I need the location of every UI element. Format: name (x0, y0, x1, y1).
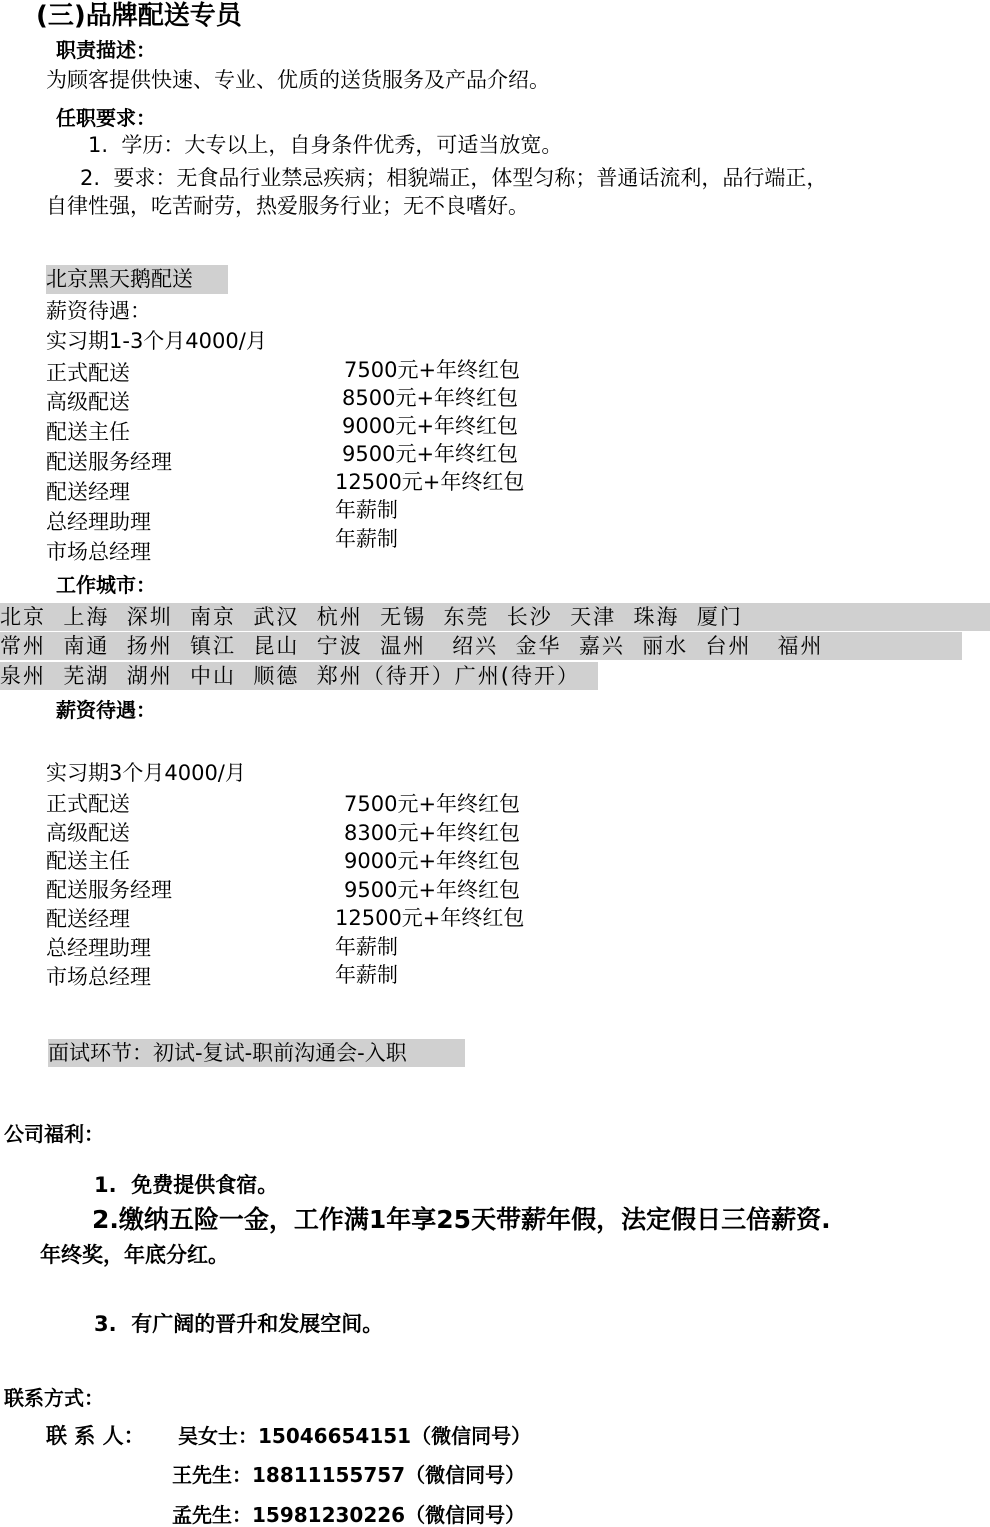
other-role: 正式配送 (46, 792, 130, 816)
benefit-item-3: 3. 有广阔的晋升和发展空间。 (94, 1312, 384, 1336)
contact-person: 吴女士：15046654151（微信同号） (178, 1424, 532, 1448)
cities-row-3: 泉州 芜湖 湖州 中山 顺德 郑州（待开）广州(待开） (0, 662, 598, 690)
other-role: 高级配送 (46, 821, 130, 845)
beijing-title: 北京黑天鹅配送 (46, 265, 228, 294)
beijing-pay: 年薪制 (335, 498, 398, 522)
beijing-pay: 年薪制 (335, 527, 398, 551)
contact-person: 王先生：18811155757（微信同号） (172, 1463, 526, 1487)
section-title: (三)品牌配送专员 (36, 1, 242, 31)
other-role: 总经理助理 (46, 936, 151, 960)
beijing-role: 总经理助理 (46, 510, 151, 534)
other-role: 配送主任 (46, 849, 130, 873)
beijing-intern: 实习期1-3个月4000/月 (46, 329, 267, 353)
requirement-item-2: 2. 要求：无食品行业禁忌疾病；相貌端正，体型匀称；普通话流利，品行端正， (80, 166, 828, 190)
cities-row-1: 北京 上海 深圳 南京 武汉 杭州 无锡 东莞 长沙 天津 珠海 厦门 (0, 603, 990, 631)
beijing-role: 正式配送 (46, 361, 130, 385)
requirements-label: 任职要求： (56, 106, 156, 130)
benefit-item-1: 1. 免费提供食宿。 (94, 1173, 279, 1197)
other-pay: 8300元+年终红包 (344, 821, 521, 845)
duty-text: 为顾客提供快速、专业、优质的送货服务及产品介绍。 (46, 68, 550, 92)
benefit-item-2: 2.缴纳五险一金，工作满1年享25天带薪年假，法定假日三倍薪资. (92, 1205, 831, 1234)
benefit-item-2-cont: 年终奖，年底分红。 (40, 1243, 229, 1267)
beijing-role: 市场总经理 (46, 540, 151, 564)
beijing-role: 配送经理 (46, 480, 130, 504)
duty-label: 职责描述： (56, 38, 156, 62)
interview-process: 面试环节：初试-复试-职前沟通会-入职 (48, 1039, 465, 1067)
beijing-pay: 9000元+年终红包 (342, 414, 519, 438)
beijing-role: 配送主任 (46, 420, 130, 444)
other-pay: 7500元+年终红包 (344, 792, 521, 816)
requirement-item-1: 1. 学历：大专以上，自身条件优秀，可适当放宽。 (88, 133, 563, 157)
other-role: 市场总经理 (46, 965, 151, 989)
requirement-item-2-cont: 自律性强，吃苦耐劳，热爱服务行业；无不良嗜好。 (46, 194, 529, 218)
cities-label: 工作城市： (56, 573, 156, 597)
other-pay: 年薪制 (335, 935, 398, 959)
other-role: 配送经理 (46, 907, 130, 931)
beijing-role: 配送服务经理 (46, 450, 172, 474)
other-intern: 实习期3个月4000/月 (46, 761, 246, 785)
beijing-salary-label: 薪资待遇： (46, 299, 151, 323)
beijing-pay: 7500元+年终红包 (344, 358, 521, 382)
other-role: 配送服务经理 (46, 878, 172, 902)
other-pay: 年薪制 (335, 963, 398, 987)
contact-person: 孟先生：15981230226（微信同号） (172, 1503, 526, 1527)
other-salary-label: 薪资待遇： (56, 698, 156, 722)
beijing-pay: 8500元+年终红包 (342, 386, 519, 410)
cities-row-2: 常州 南通 扬州 镇江 昆山 宁波 温州 绍兴 金华 嘉兴 丽水 台州 福州 (0, 632, 962, 660)
other-pay: 12500元+年终红包 (335, 906, 525, 930)
benefits-label: 公司福利： (4, 1122, 104, 1146)
contact-person-label: 联 系 人： (46, 1424, 145, 1448)
contact-label: 联系方式： (4, 1386, 104, 1410)
other-pay: 9500元+年终红包 (344, 878, 521, 902)
other-pay: 9000元+年终红包 (344, 849, 521, 873)
beijing-role: 高级配送 (46, 390, 130, 414)
beijing-pay: 9500元+年终红包 (342, 442, 519, 466)
beijing-pay: 12500元+年终红包 (335, 470, 525, 494)
